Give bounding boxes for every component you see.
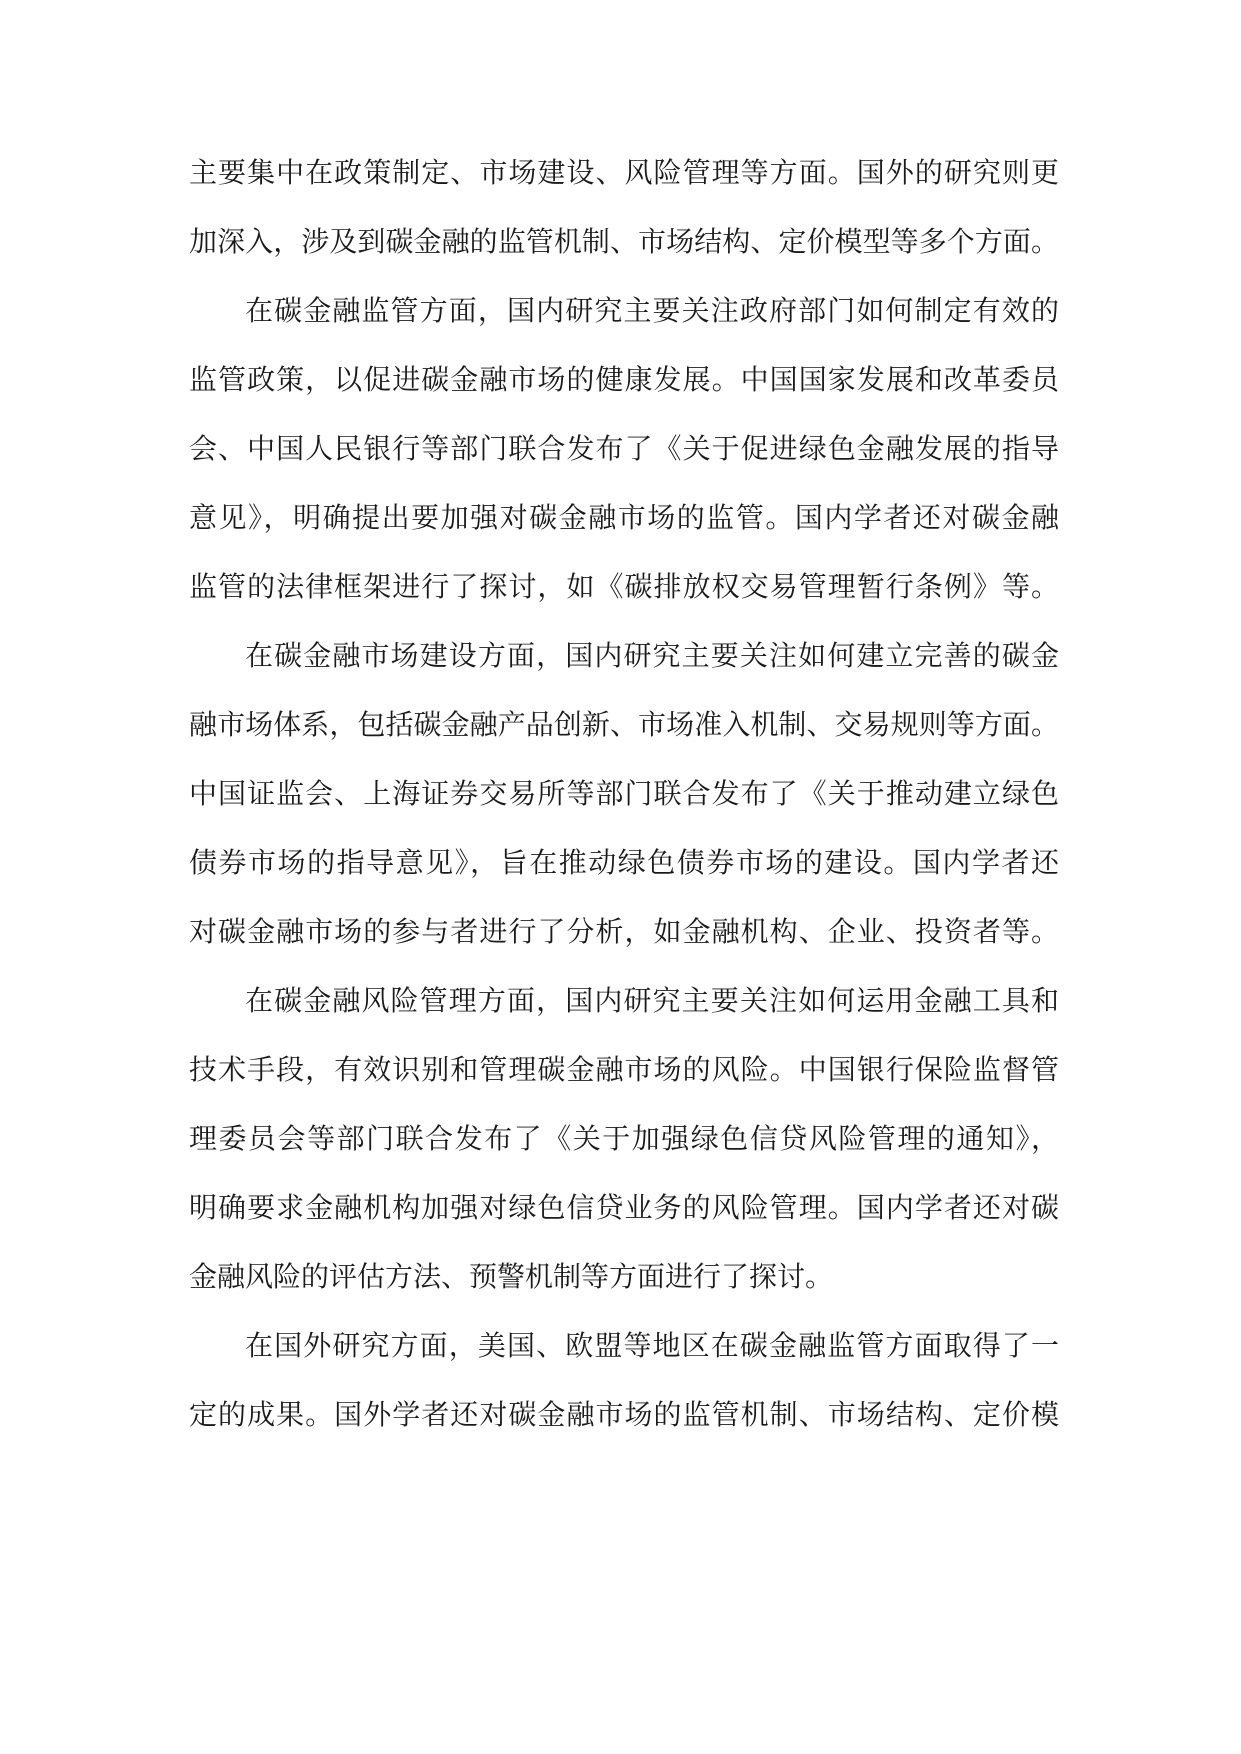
text-line: 主要集中在政策制定、市场建设、风险管理等方面。国外的研究则更 (189, 156, 1059, 189)
text-line: 会、中国人民银行等部门联合发布了《关于促进绿色金融发展的指导 (189, 432, 1059, 465)
text-line: 技术手段，有效识别和管理碳金融市场的风险。中国银行保险监督管 (189, 1053, 1059, 1086)
paragraph-start-line: 在碳金融监管方面，国内研究主要关注政府部门如何制定有效的 (245, 294, 1059, 327)
paragraph-start-line: 在碳金融市场建设方面，国内研究主要关注如何建立完善的碳金 (245, 639, 1059, 672)
text-line: 定的成果。国外学者还对碳金融市场的监管机制、市场结构、定价模 (189, 1398, 1059, 1431)
text-line: 加深入，涉及到碳金融的监管机制、市场结构、定价模型等多个方面。 (189, 225, 1059, 258)
text-line: 监管的法律框架进行了探讨，如《碳排放权交易管理暂行条例》等。 (189, 570, 1059, 603)
paragraph-start-line: 在国外研究方面，美国、欧盟等地区在碳金融监管方面取得了一 (245, 1329, 1059, 1362)
text-line: 监管政策，以促进碳金融市场的健康发展。中国国家发展和改革委员 (189, 363, 1059, 396)
paragraph-start-line: 在碳金融风险管理方面，国内研究主要关注如何运用金融工具和 (245, 984, 1059, 1017)
text-line: 对碳金融市场的参与者进行了分析，如金融机构、企业、投资者等。 (189, 915, 1059, 948)
text-line: 意见》，明确提出要加强对碳金融市场的监管。国内学者还对碳金融 (189, 501, 1059, 534)
text-line: 融市场体系，包括碳金融产品创新、市场准入机制、交易规则等方面。 (189, 708, 1059, 741)
text-line: 明确要求金融机构加强对绿色信贷业务的风险管理。国内学者还对碳 (189, 1191, 1059, 1224)
text-line: 中国证监会、上海证券交易所等部门联合发布了《关于推动建立绿色 (189, 777, 1059, 810)
paragraph-end-line: 金融风险的评估方法、预警机制等方面进行了探讨。 (189, 1260, 834, 1293)
text-line: 理委员会等部门联合发布了《关于加强绿色信贷风险管理的通知》， (189, 1122, 1059, 1155)
text-line: 债券市场的指导意见》，旨在推动绿色债券市场的建设。国内学者还 (189, 846, 1059, 879)
